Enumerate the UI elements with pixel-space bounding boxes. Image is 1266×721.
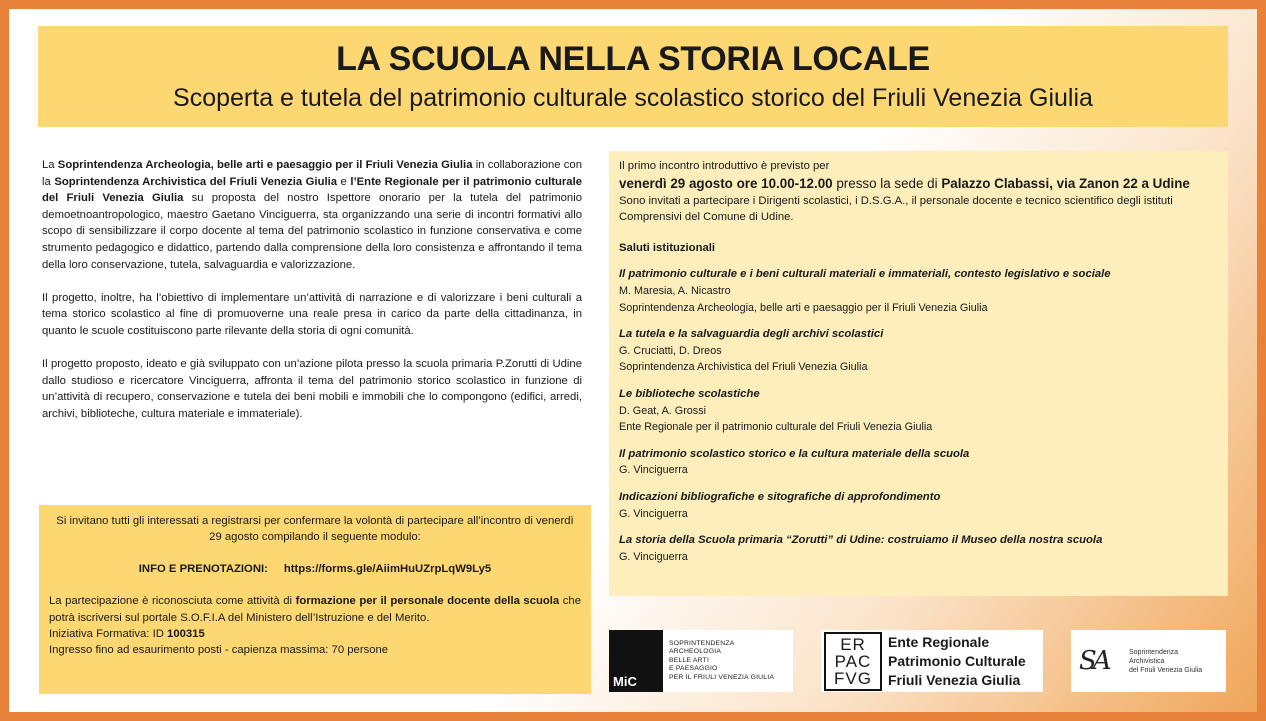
intro-paragraph-1: La Soprintendenza Archeologia, belle arti e paesaggio per il Friuli Venezia Giulia in collaborazione con la Soprintendenza Archivistica del Friuli Venezia Giulia e l’Ente Regionale per il patrimonio culturale del Friuli Venezia Giulia su proposta del nostro Ispettore onorario per la tutela del patrimonio demoetnoantropologico, maestro Gaetano Vinciguerra, sta organizzando una serie di incontri formativi allo scopo di sensibilizzare il corpo docente al tema del patrimonio scolastico in funzione conservativa e come strumento pedagogico e didattico, partendo dalla comprensione della loro consistenza e affrontando il tema della loro conservazione, tutela, salvaguardia e valorizzazione. (42, 159, 582, 271)
info-label: INFO E PRENOTAZIONI: (138, 562, 268, 575)
archivistica-logo (1071, 630, 1226, 692)
invited-text: Sono invitati a partecipare i Dirigenti scolastici, i D.S.G.A., il personale docente e tecnico scientifico degli istituti Comprensivi del Comune di Udine. (619, 194, 1173, 224)
talk-list (619, 266, 1218, 565)
archivistica-logo-text (1129, 648, 1202, 675)
talk-item (619, 326, 1218, 376)
talk-speakers: G. Cruciatti, D. Dreos (619, 344, 722, 357)
talk-item (619, 532, 1218, 565)
initiative-id: Iniziativa Formativa: ID 100315 (49, 628, 205, 641)
talk-organization: Ente Regionale per il patrimonio culturale del Friuli Venezia Giulia (619, 421, 933, 434)
erpac-code-line: ER (840, 634, 866, 654)
greetings-heading: Saluti istituzionali (619, 241, 716, 254)
talk-speakers: G. Vinciguerra (619, 464, 688, 477)
archivistica-logo-line: Soprintendenza (1129, 648, 1179, 656)
archivistica-mark-icon: SA (1079, 646, 1108, 676)
mic-logo-text (663, 640, 774, 682)
talk-organization: Soprintendenza Archeologia, belle arti e paesaggio per il Friuli Venezia Giulia (619, 301, 988, 314)
talk-speakers: M. Maresia, A. Nicastro (619, 284, 731, 297)
entry-note: Ingresso fino ad esaurimento posti - capienza massima: 70 persone (49, 644, 389, 657)
mic-logo-line: BELLE ARTI (669, 656, 710, 664)
meeting-when-where: venerdì 29 agosto ore 10.00-12.00 presso la sede di Palazzo Clabassi, via Zanon 22 a Udine (619, 175, 1190, 191)
erpac-name-line: Patrimonio Culturale (888, 652, 1026, 669)
talk-title: La tutela e la salvaguardia degli archivi scolastici (619, 328, 884, 341)
intro-paragraph-3: Il progetto proposto, ideato e già sviluppato con un’azione pilota presso la scuola primaria P.Zorutti di Udine dallo studioso e ricercatore Vinciguerra, affronta il tema del patrimonio storico scolastico in funzione di un’attività di recupero, conservazione e tutela dei beni mobili e immobili che lo compongono (edifici, arredi, archivi, biblioteche, cultura materiale e immateriale). (42, 358, 582, 420)
header-banner (38, 26, 1228, 127)
talk-title: Indicazioni bibliografiche e sitografiche di approfondimento (619, 490, 941, 503)
mic-logo-line: PER IL FRIULI VENEZIA GIULIA (669, 673, 775, 681)
archivistica-logo-line: Archivistica (1129, 657, 1165, 665)
talk-organization: Soprintendenza Archivistica del Friuli Venezia Giulia (619, 361, 868, 374)
mic-logo-line: E PAESAGGIO (669, 665, 718, 673)
talk-title: Il patrimonio culturale e i beni culturali materiali e immateriali, contesto legislativo e sociale (619, 268, 1111, 281)
erpac-mark-icon (824, 632, 882, 691)
talk-speakers: G. Vinciguerra (619, 507, 688, 520)
erpac-logo (821, 630, 1043, 692)
info-line (49, 561, 581, 577)
talk-speakers: D. Geat, A. Grossi (619, 404, 707, 417)
talk-title: La storia della Scuola primaria “Zorutti” di Udine: costruiamo il Museo della nostra scuola (619, 534, 1103, 547)
erpac-code-line: FVG (834, 668, 872, 688)
talk-title: Il patrimonio scolastico storico e la cultura materiale della scuola (619, 447, 970, 460)
mic-logo-line: ARCHEOLOGIA (669, 648, 722, 656)
intro-text (42, 157, 582, 439)
registration-box (39, 505, 591, 694)
program-box (609, 151, 1228, 596)
talk-item (619, 386, 1218, 436)
erpac-code-line: PAC (834, 651, 872, 671)
registration-link[interactable]: https://forms.gle/AiimHuUZrpLqW9Ly5 (283, 562, 492, 575)
erpac-name-line: Friuli Venezia Giulia (888, 671, 1021, 688)
talk-title: Le biblioteche scolastiche (619, 387, 760, 400)
talk-item (619, 266, 1218, 316)
mic-logo (609, 630, 793, 692)
mic-logo-line: SOPRINTENDENZA (669, 639, 735, 647)
talk-item (619, 489, 1218, 522)
erpac-logo-text (882, 633, 1026, 690)
talk-speakers: G. Vinciguerra (619, 550, 688, 563)
intro-paragraph-2: Il progetto, inoltre, ha l’obiettivo di implementare un’attività di narrazione e di valorizzare i beni culturali a tema storico scolastico al fine di promuoverne una reale presa in carico da parte della cittadinanza, in quanto le scuole costituiscono parte rilevante della storia di ogni comunità. (42, 291, 582, 337)
page-subtitle: Scoperta e tutela del patrimonio culturale scolastico storico del Friuli Venezia Giulia (173, 84, 1093, 112)
erpac-name-line: Ente Regionale (888, 633, 990, 650)
recognition-text: La partecipazione è riconosciuta come attività di formazione per il personale docente della scuola che potrà iscriversi sul portale S.O.F.I.A del Ministero dell’Istruzione e del Merito. (49, 595, 581, 624)
talk-item (619, 446, 1218, 479)
registration-invite: Si invitano tutti gli interessati a registrarsi per confermare la volontà di partecipare all’incontro di venerdì 29 agosto compilando il seguente modulo: (56, 515, 574, 544)
page-title: LA SCUOLA NELLA STORIA LOCALE (336, 40, 930, 78)
mic-emblem-icon: MiC (609, 630, 663, 692)
archivistica-logo-line: del Friuli Venezia Giulia (1129, 666, 1203, 674)
first-meeting-text: Il primo incontro introduttivo è previsto per (619, 160, 830, 172)
